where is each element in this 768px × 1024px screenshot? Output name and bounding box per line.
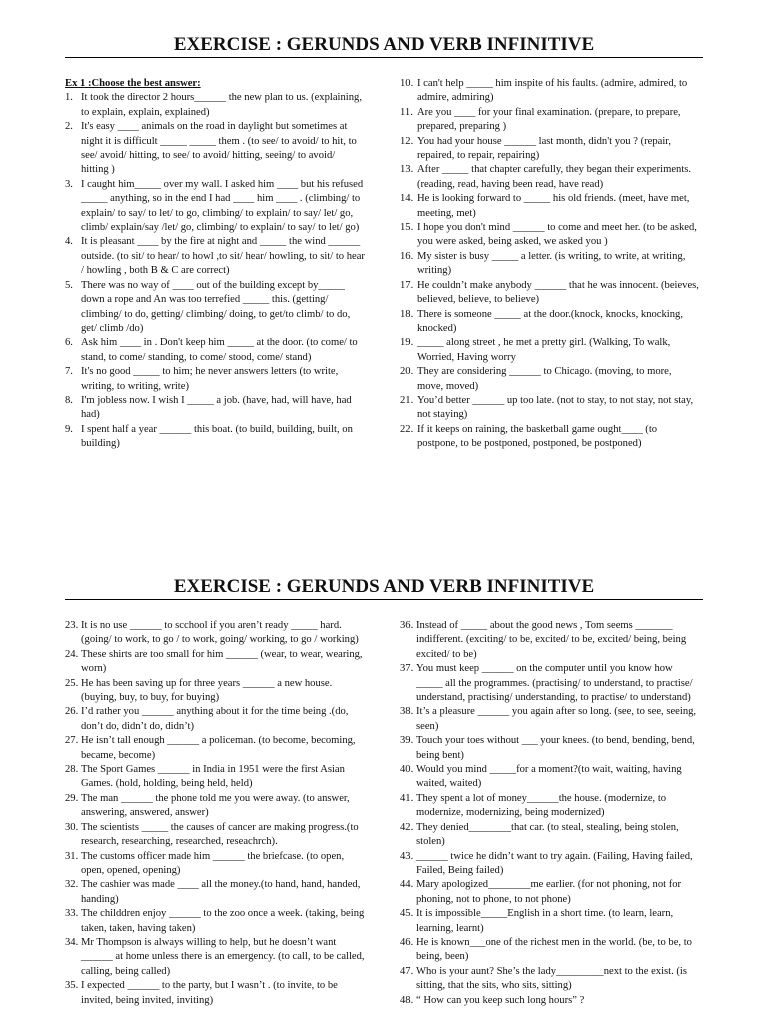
question-number: 13.: [400, 164, 414, 176]
question-item: [400, 965, 700, 994]
question-text: I expected ______ to the party, but I wasn’t . (to invite, to be invited, being invited, inviting): [81, 980, 338, 1006]
question-number: 3.: [65, 178, 73, 190]
question-number: 5.: [65, 279, 73, 291]
question-number: 40.: [400, 764, 414, 776]
right-column: [400, 77, 700, 452]
question-list: [65, 619, 365, 1008]
question-number: 8.: [65, 394, 73, 406]
question-number: 19.: [400, 337, 414, 349]
question-number: 4.: [65, 236, 73, 248]
question-number: 44.: [400, 879, 414, 891]
question-item: [400, 279, 700, 308]
question-item: [400, 994, 700, 1008]
question-list: [400, 619, 700, 1008]
question-text: These shirts are too small for him ______ (wear, to wear, wearing, worn): [81, 648, 363, 675]
question-item: [400, 619, 700, 662]
question-text: I spent half a year ______ this boat. (to build, building, built, on building): [81, 423, 353, 450]
question-number: 24.: [65, 648, 79, 660]
question-text: It’s a pleasure ______ you again after so long. (see, to see, seeing, seen): [416, 706, 697, 732]
question-text: _____ along street , he met a pretty girl. (Walking, To walk, Worried, Having worry: [417, 337, 671, 363]
question-item: [400, 221, 700, 250]
question-text: It's no good _____ to him; he never answers letters (to write, writing, to writing, write): [81, 366, 339, 392]
question-text: It took the director 2 hours______ the new plan to us. (explaining, to explain, explain, explained): [81, 92, 362, 118]
question-text: Instead of _____ about the good news , Tom seems _______ indifferent. (exciting/ to be, excited/ to be, excited/ being, being excited/ to be): [416, 620, 687, 660]
question-item: [65, 235, 365, 278]
question-text: I can't help _____ him inspite of his faults. (admire, admired, to admire, admiring): [417, 78, 688, 104]
question-text: There is someone _____ at the door.(knock, knocks, knocking, knocked): [417, 308, 683, 334]
question-text: I hope you don't mind ______ to come and meet her. (to be asked, you were asked, being asked, we asked you ): [417, 222, 697, 248]
question-item: [65, 878, 365, 907]
question-item: [400, 365, 700, 394]
question-number: 33.: [65, 908, 79, 920]
question-text: Are you ____ for your final examination. (prepare, to prepare, prepared, preparing ): [417, 106, 681, 133]
question-text: I caught him_____ over my wall. I asked him ____ but his refused _____ anything, so in the end I had ____ him ____ . (climbing/ to explain/ to say/ to let/ to go, climbing/ to explain/ to say/ let/ go, climb/ explain/say /let/ go, climbing/ to explain/ to say/ to let/ go): [81, 178, 364, 234]
question-item: [400, 423, 700, 452]
question-number: 11.: [400, 106, 413, 118]
question-item: [65, 619, 365, 648]
question-number: 41.: [400, 792, 414, 804]
question-number: 31.: [65, 850, 79, 862]
question-number: 37.: [400, 663, 414, 675]
question-item: [65, 936, 365, 979]
question-item: [65, 850, 365, 879]
question-item: [400, 163, 700, 192]
question-item: [400, 394, 700, 423]
question-item: [400, 792, 700, 821]
question-item: [400, 662, 700, 705]
question-item: [65, 423, 365, 452]
exercise-section-1: [0, 34, 768, 450]
title-underline: [65, 599, 703, 600]
question-item: [65, 705, 365, 734]
question-item: [65, 734, 365, 763]
question-item: [65, 821, 365, 850]
question-text: You must keep ______ on the computer until you know how _____ all the programmes. (practising/ to understand, to practise/ understand, practising/ understanding, to practise/ to understand): [416, 663, 693, 704]
question-number: 16.: [400, 250, 414, 262]
question-text: The customs officer made him ______ the briefcase. (to open, open, opened, opening): [81, 850, 345, 876]
question-text: It's easy ____ animals on the road in daylight but sometimes at night it is difficult _____ _____ them . (to see/ to avoid/ to hit, to see/ avoid/ hitting, to see/ to avoid/ hitting, seeing/ to avoid/ hitting ): [81, 121, 357, 176]
question-number: 29.: [65, 792, 79, 804]
question-number: 38.: [400, 706, 414, 718]
question-item: [400, 763, 700, 792]
question-text: I’d rather you ______ anything about it for the time being .(do, don’t do, didn’t do, didn’t): [81, 706, 349, 732]
question-text: “ How can you keep such long hours” ?: [416, 994, 585, 1006]
question-text: There was no way of ____ out of the building except by_____ down a rope and An was too terrefied _____ this. (getting/ climbing/ to do, getting/ climbing/ doing, to get/to climb/ to do, get/ climb /do): [81, 279, 351, 334]
question-item: [400, 705, 700, 734]
question-text: I'm jobless now. I wish I _____ a job. (have, had, will have, had had): [81, 394, 352, 421]
question-number: 48.: [400, 994, 414, 1006]
left-column: [65, 77, 365, 452]
question-item: [65, 648, 365, 677]
question-number: 15.: [400, 222, 414, 234]
question-item: [65, 279, 365, 337]
question-number: 9.: [65, 423, 73, 435]
question-number: 45.: [400, 908, 414, 920]
question-text: The man ______ the phone told me you were away. (to answer, answering, answered, answer): [81, 792, 350, 819]
question-item: [65, 336, 365, 365]
question-item: [400, 850, 700, 879]
question-number: 14.: [400, 193, 414, 205]
question-number: 21.: [400, 394, 414, 406]
question-text: He couldn’t make anybody ______ that he was innocent. (beieves, believed, believe, to believe): [417, 279, 699, 306]
question-text: The scientists _____ the causes of cancer are making progress.(to research, researching, researched, reseachrch).: [81, 821, 359, 848]
question-number: 32.: [65, 879, 79, 891]
question-text: If it keeps on raining, the basketball game ought____ (to postpone, to be postponed, postponed, be postponed): [417, 423, 658, 450]
question-text: You’d better ______ up too late. (not to stay, to not stay, not stay, not staying): [417, 394, 694, 421]
question-number: 18.: [400, 308, 414, 320]
question-number: 36.: [400, 620, 414, 631]
question-text: It is pleasant ____ by the fire at night and _____ the wind ______ outside. (to sit/ to hear/ to howl ,to sit/ hear/ howling, to sit/ to hear / howling , both B & C are correct): [81, 236, 365, 277]
question-list: [65, 91, 365, 451]
question-number: 20.: [400, 366, 414, 378]
question-item: [65, 91, 365, 120]
exercise-heading: Ex 1 :Choose the best answer:: [65, 78, 201, 89]
question-text: Who is your aunt? She’s the lady_________next to the exist. (is sitting, that the sits, who sits, sitting): [416, 965, 687, 992]
question-item: [400, 308, 700, 337]
question-text: The Sport Games ______ in India in 1951 were the first Asian Games. (hold, holding, being held, held): [81, 764, 345, 790]
question-text: Would you mind _____for a moment?(to wait, waiting, having waited, waited): [416, 764, 682, 790]
question-item: [400, 135, 700, 164]
question-text: ______ twice he didn’t want to try again. (Failing, Having failed, Failed, Being failed): [416, 850, 693, 876]
question-number: 23.: [65, 620, 79, 631]
question-number: 2.: [65, 121, 73, 133]
question-text: Ask him ____ in . Don't keep him _____ at the door. (to come/ to stand, to come/ standing, to come/ stood, come/ stand): [81, 337, 358, 363]
question-text: You had your house ______ last month, didn't you ? (repair, repaired, to repair, repairing): [417, 135, 672, 162]
question-number: 43.: [400, 850, 414, 862]
question-item: [65, 792, 365, 821]
question-number: 1.: [65, 92, 73, 104]
question-number: 39.: [400, 735, 414, 747]
question-number: 12.: [400, 135, 414, 147]
question-item: [400, 734, 700, 763]
left-column: [65, 619, 365, 1008]
question-number: 6.: [65, 337, 73, 349]
question-item: [65, 979, 365, 1008]
question-number: 46.: [400, 936, 414, 948]
question-item: [65, 178, 365, 236]
question-number: 27.: [65, 735, 79, 747]
question-item: [400, 192, 700, 221]
question-item: [65, 365, 365, 394]
question-text: The childdren enjoy ______ to the zoo once a week. (taking, being taken, taken, having taken): [81, 908, 365, 934]
question-item: [400, 936, 700, 965]
question-item: [400, 106, 700, 135]
question-number: 34.: [65, 936, 79, 948]
question-number: 17.: [400, 279, 414, 291]
question-item: [65, 394, 365, 423]
question-text: He has been saving up for three years ______ a new house. (buying, buy, to buy, for buying): [81, 677, 333, 704]
question-number: 35.: [65, 980, 79, 992]
question-item: [400, 250, 700, 279]
question-text: It is impossible_____English in a short time. (to learn, learn, learning, learnt): [416, 908, 674, 934]
question-text: It is no use ______ to scchool if you aren’t ready _____ hard. (going/ to work, to go / to work, going/ working, to go / working): [81, 620, 359, 646]
question-text: Touch your toes without ___ your knees. (to bend, bending, bend, being bent): [416, 735, 695, 761]
question-item: [400, 821, 700, 850]
question-number: 25.: [65, 677, 79, 689]
section-title: EXERCISE : GERUNDS AND VERB INFINITIVE: [173, 34, 595, 55]
question-text: He is looking forward to _____ his old friends. (meet, have met, meeting, met): [417, 193, 690, 219]
right-column: [400, 619, 700, 1008]
question-number: 10.: [400, 78, 414, 89]
exercise-section-2: [0, 576, 768, 1006]
question-text: After _____ that chapter carefully, they began their experiments. (reading, read, having been read, have read): [417, 164, 692, 190]
question-number: 47.: [400, 965, 414, 977]
question-text: They denied________that car. (to steal, stealing, being stolen, stolen): [416, 821, 679, 848]
question-text: The cashier was made ____ all the money.(to hand, hand, handed, handing): [81, 879, 361, 905]
question-text: Mr Thompson is always willing to help, but he doesn’t want ______ at home unless there is an emergency. (to call, to be called, calling, being called): [81, 936, 365, 977]
question-item: [65, 677, 365, 706]
question-item: [400, 77, 700, 106]
question-item: [400, 907, 700, 936]
question-item: [400, 878, 700, 907]
question-text: They spent a lot of money______the house. (modernize, to modernize, modernizing, being modernized): [416, 792, 667, 819]
question-text: Mary apologized________me earlier. (for not phoning, not for phoning, not to phone, to not phone): [416, 879, 682, 905]
question-number: 42.: [400, 821, 414, 833]
question-item: [65, 907, 365, 936]
question-item: [65, 120, 365, 178]
question-number: 22.: [400, 423, 414, 435]
title-underline: [65, 57, 703, 58]
question-text: He is known___one of the richest men in the world. (be, to be, to being, been): [416, 936, 692, 963]
question-item: [400, 336, 700, 365]
question-number: 30.: [65, 821, 79, 833]
question-number: 26.: [65, 706, 79, 718]
question-text: He isn’t tall enough ______ a policeman. (to become, becoming, became, become): [81, 735, 356, 761]
question-item: [65, 763, 365, 792]
question-text: My sister is busy _____ a letter. (is writing, to write, at writing, writing): [417, 250, 686, 277]
question-number: 28.: [65, 764, 79, 776]
question-text: They are considering ______ to Chicago. (moving, to more, move, moved): [417, 366, 672, 392]
question-number: 7.: [65, 366, 73, 378]
section-title: EXERCISE : GERUNDS AND VERB INFINITIVE: [173, 576, 595, 597]
question-list: [400, 77, 700, 452]
